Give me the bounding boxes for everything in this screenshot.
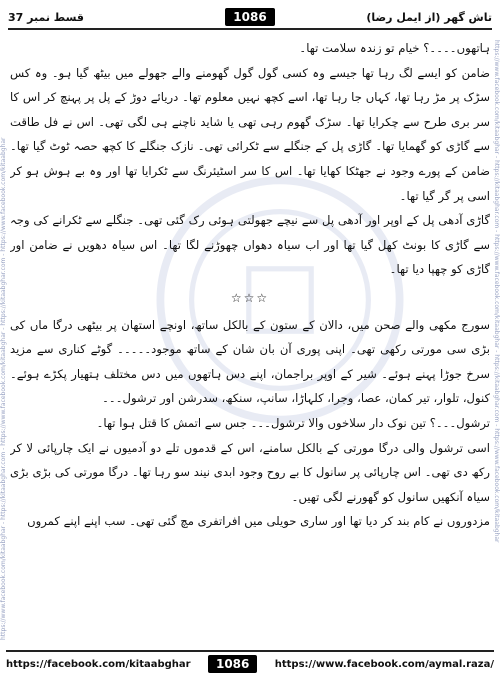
paragraph: مزدوروں نے کام بند کر دیا تھا اور ساری حویلی میں افراتفری مچ گئی تھی۔ سب اپنے اپنے کمروں <box>27 514 490 529</box>
section-separator: ☆☆☆ <box>230 290 270 305</box>
book-title: تاش گھر (از ایمل رضا) <box>366 10 492 24</box>
paragraph: ضامن کو ایسے لگ رہا تھا جیسے وہ کسی گول گول گھومنے والے جھولے میں بیٹھ گیا ہو۔ وہ کس سڑک پر مڑ رہا تھا، کہاں جا رہا تھا، اسے کچھ نہیں معلوم تھا۔ دریائے دوڑ کے پل پر پہنچ کر اس کا سر بری طرح سے چکرایا تھا۔ سڑک گھوم رہی تھی یا شاید ناچنے ہی لگی تھی۔ اس نے فل طاقت سے گاڑی کو گھمایا تھا۔ گاڑی پل کے جنگلے سے ٹکرائی تھی۔ نازک جنگلے کا کچھ حصہ ٹوٹ گیا تھا۔ ضامن کے پورے وجود نے جھٹکا کھایا تھا۔ اس کا سر اسٹیئرنگ سے ٹکرایا تھا اور وہ بے ہوش ہو کر اسی پر گر گیا تھا۔ <box>10 65 490 203</box>
kitaabghar-facebook-link[interactable]: https://facebook.com/kitaabghar <box>6 658 191 670</box>
page-header <box>8 6 492 30</box>
paragraph: گاڑی آدھی پل کے اوپر اور آدھی پل سے نیچے جھولتی ہوئی رک گئی تھی۔ جنگلے سے ٹکرانے کی وجہ سے گاڑی کا بونٹ کھل گیا تھا اور اب سیاہ دھواں چھوڑنے لگا تھا۔ اس سیاہ دھویں نے ضامن اور گاڑی کو چھپا دیا تھا۔ <box>10 213 490 277</box>
episode-label: قسط نمبر 37 <box>8 10 84 24</box>
side-watermark-right: https://www.facebook.com/kitaabghar - https://kitaabghar.com - https://www.facebook.com/kitaabghar - https://kitaabghar.com - https://www.facebook.com/kitaabghar <box>493 40 500 543</box>
side-watermark-left: https://www.facebook.com/kitaabghar - https://kitaabghar.com - https://www.facebook.com/kitaabghar - https://kitaabghar.com - https://www.facebook.com/kitaabghar <box>0 137 7 640</box>
footer-page-number: 1086 <box>208 655 257 673</box>
author-facebook-link[interactable]: https://www.facebook.com/aymal.raza/ <box>274 658 494 670</box>
story-text <box>10 36 490 626</box>
paragraph: اسی ترشول والی درگا مورتی کے بالکل سامنے، اس کے قدموں تلے دو آدمیوں نے ایک چارپائی لا کر رکھ دی تھی۔ اس چارپائی پر سانول کا بے روح وجود ابدی نیند سو رہا تھا۔ درگا مورتی کی بڑی بڑی سیاہ آنکھیں سانول کو گھورنے لگی تھیں۔ <box>10 440 490 504</box>
page-footer <box>6 650 494 676</box>
paragraph: ترشول۔۔۔؟ تین نوک دار سلاخوں والا ترشول۔۔۔ جس سے اتمش کا قتل ہوا تھا۔ <box>96 415 490 430</box>
paragraph: سورج مکھی والے صحن میں، دالان کے ستون کے بالکل ساتھ، اونچے استھان پر بیٹھی درگا ماں کی بڑی سی مورتی رکھی تھی۔ اپنی پوری آن بان شان کے ساتھ موجود۔۔۔۔۔ گوٹے کناری سے مزید سرخ جوڑا پہنے ہوئے۔ شیر کے اوپر براجمان، اپنے دس ہاتھوں میں دس مختلف ہتھیار پکڑے ہوئے۔ کنول، تلوار، تیر کمان، عصا، وجرا، کلہاڑا، سانپ، سنکھ، سدرشن اور ترشول۔۔۔ <box>10 317 490 406</box>
header-page-number: 1086 <box>225 8 274 26</box>
paragraph: ہاتھوں۔۔۔۔؟ خیام تو زندہ سلامت تھا۔ <box>299 41 490 55</box>
